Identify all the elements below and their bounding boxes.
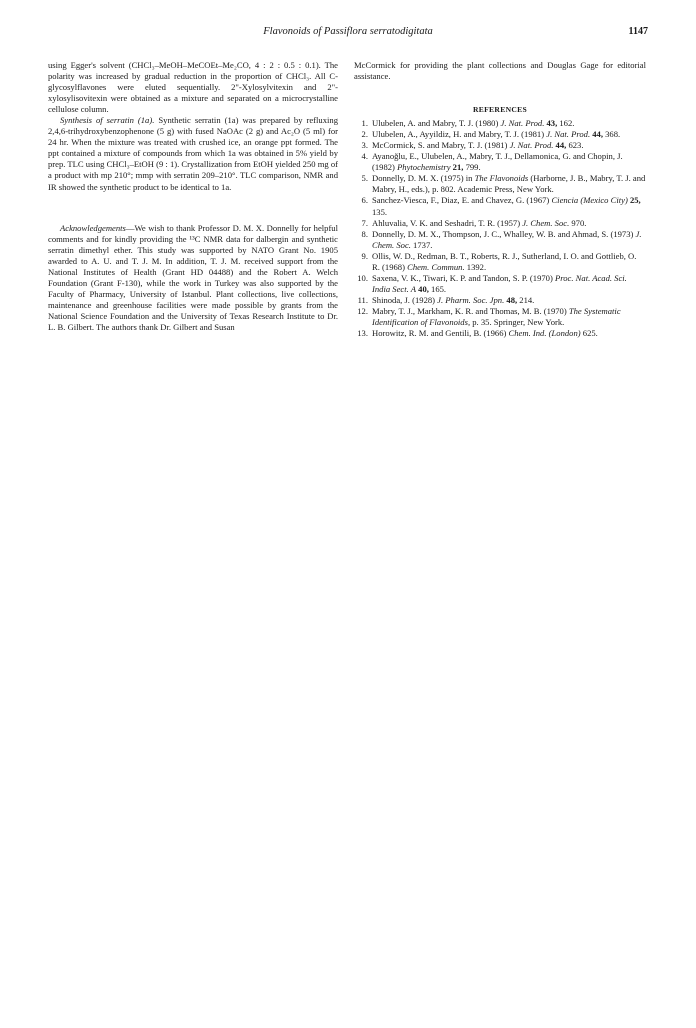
reference-authors: Mabry, T. J., Markham, K. R. and Thomas, M. B. (1970) xyxy=(372,305,569,316)
reference-pages: 135. xyxy=(372,206,388,217)
reference-authors: Ahluvalia, V. K. and Seshadri, T. R. (1957) xyxy=(372,217,523,228)
reference-authors: Sanchez-Viesca, F., Diaz, E. and Chavez, G. (1967) xyxy=(372,195,552,206)
page-number: 1147 xyxy=(628,26,648,37)
running-title: Flavonoids of Passiflora serratodigitata xyxy=(263,26,433,37)
reference-pages: p. 35. Springer, New York. xyxy=(470,316,565,327)
reference-number: 10. xyxy=(357,272,368,283)
reference-authors: Ayanoğlu, E., Ulubelen, A., Mabry, T. J., Dellamonica, G. and Chopin, J. (1982) xyxy=(372,151,623,173)
reference-volume: 40, xyxy=(416,283,429,294)
reference-item xyxy=(354,173,646,195)
reference-number: 13. xyxy=(357,328,368,339)
page-header xyxy=(48,26,648,42)
eluting-paragraph: using Egger's solvent (CHCl₃–MeOH–MeCOEt–Me₂CO, 4 : 2 : 0.5 : 0.1). The polarity was increased by gradual reduction in the proportion of CHCl₃. All C-glycosylflavones were eluted sequentially. 2"-Xylosylvitexin and 2"-xylosylisovitexin were obtained as a mixture and separated on a microcrystalline cellulose column. xyxy=(48,60,338,115)
acknowledgements-body: —We wish to thank Professor D. M. X. Donnelly for helpful comments and for kindly providing the ¹³C NMR data for dalbergin and synthetic serratin dimethyl ether. This study was supported by NATO Grant No. 1905 awarded to A. U. and T. J. M. In addition, T. J. M. received support from the National Institutes of Health (Grant HD 04488) and the Robert A. Welch Foundation (Grant F-130), while the work in Turkey was also supported by the Faculty of Pharmacy, University of Istanbul. Plant collections, live collections, maintenance and greenhouse facilities were made possible by grants from the National Science Foundation and the University of Texas Research Institute to Dr. L. B. Gilbert. The authors thank Dr. Gilbert and Susan xyxy=(48,222,338,332)
reference-number: 4. xyxy=(361,151,368,162)
reference-journal: J. Nat. Prod. xyxy=(500,118,545,129)
reference-volume: 21, xyxy=(450,162,464,173)
reference-pages: 625. xyxy=(580,328,598,339)
reference-pages: (Harborne, J. B., Mabry, T. J. and Mabry, H., eds.), p. 802. Academic Press, New York. xyxy=(372,173,646,195)
reference-authors: Ollis, W. D., Redman, B. T., Roberts, R. J., Sutherland, I. O. and Gottlieb, O. R. (1968) xyxy=(372,250,637,272)
reference-journal: J. Nat. Prod. xyxy=(509,140,554,151)
reference-pages: 368. xyxy=(602,129,621,140)
reference-authors: Donnelly, D. M. X., Thompson, J. C., Whalley, W. B. and Ahmad, S. (1973) xyxy=(372,228,636,239)
acknowledgements-paragraph xyxy=(48,223,338,333)
reference-journal: J. Pharm. Soc. Jpn. xyxy=(437,294,505,305)
right-column xyxy=(354,60,646,339)
synthesis-body: Synthetic serratin (1a) was prepared by refluxing 2,4,6-trihydroxybenzophenone (5 g) with fused NaOAc (2 g) and Ac₂O (5 ml) for 24 hr. When the mixture was treated with crushed ice, an orange ppt formed. The ppt contained a mixture of compounds from which 1a was obtained in 5% yield by prep. TLC using CHCl₃–EtOH (9 : 1). Crystallization from EtOH yielded 250 mg of a product with mp 210°; mmp with serratin 209–210°. TLC comparison, NMR and IR showed the synthetic product to be identical to 1a. xyxy=(48,115,339,192)
reference-authors: Ulubelen, A. and Mabry, T. J. (1980) xyxy=(372,118,501,129)
reference-journal: J. Chem. Soc. xyxy=(522,217,570,228)
left-column xyxy=(48,60,338,333)
reference-number: 2. xyxy=(361,129,368,140)
reference-volume: 48, xyxy=(504,294,518,305)
acknowledgements-heading: Acknowledgements xyxy=(60,222,126,233)
reference-item xyxy=(354,218,646,229)
reference-item xyxy=(354,328,646,339)
reference-item xyxy=(354,229,646,251)
reference-number: 5. xyxy=(361,173,368,184)
reference-journal: Proc. Nat. Acad. Sci. India Sect. A xyxy=(372,272,627,294)
reference-pages: 799. xyxy=(463,162,481,173)
reference-journal: Chem. Commun. xyxy=(407,261,465,272)
reference-journal: Ciencia (Mexico City) xyxy=(551,195,628,206)
reference-authors: Ulubelen, A., Ayyildiz, H. and Mabry, T. J. (1981) xyxy=(372,129,547,140)
reference-authors: Saxena, V. K., Tiwari, K. P. and Tandon, S. P. (1970) xyxy=(372,272,555,283)
reference-item xyxy=(354,251,646,273)
reference-volume: 25, xyxy=(627,195,641,206)
reference-journal: The Flavonoids xyxy=(474,173,529,184)
reference-number: 11. xyxy=(357,294,368,305)
reference-number: 1. xyxy=(361,118,368,129)
acknowledgements-continued: McCormick for providing the plant collections and Douglas Gage for editorial assistance. xyxy=(354,60,646,82)
reference-number: 8. xyxy=(361,228,368,239)
reference-pages: 165. xyxy=(428,283,447,294)
reference-pages: 1737. xyxy=(410,239,433,250)
reference-item xyxy=(354,295,646,306)
reference-pages: 970. xyxy=(569,217,587,228)
reference-pages: 162. xyxy=(557,118,575,129)
reference-item xyxy=(354,273,646,295)
reference-volume: 43, xyxy=(544,118,558,129)
reference-item xyxy=(354,118,646,129)
reference-item xyxy=(354,140,646,151)
reference-number: 9. xyxy=(361,250,368,261)
reference-journal: The Systematic Identification of Flavonoids, xyxy=(372,305,621,327)
reference-number: 12. xyxy=(357,305,368,316)
references-list xyxy=(354,118,646,339)
reference-item xyxy=(354,306,646,328)
reference-authors: McCormick, S. and Mabry, T. J. (1981) xyxy=(372,140,510,151)
synthesis-heading: Synthesis of serratin (1a). xyxy=(60,115,155,126)
reference-journal: J. Nat. Prod. xyxy=(546,129,591,140)
reference-pages: 623. xyxy=(566,140,584,151)
reference-number: 7. xyxy=(361,217,368,228)
references-title: REFERENCES xyxy=(472,105,528,115)
reference-item xyxy=(354,195,646,217)
reference-item xyxy=(354,129,646,140)
reference-pages: 214. xyxy=(517,294,535,305)
reference-item xyxy=(354,151,646,173)
reference-volume: 44, xyxy=(590,129,603,140)
reference-journal: Phytochemistry xyxy=(397,162,451,173)
reference-pages: 1392. xyxy=(464,261,487,272)
reference-authors: Donnelly, D. M. X. (1975) in xyxy=(372,173,475,184)
reference-journal: J. Chem. Soc. xyxy=(372,228,642,250)
synthesis-paragraph xyxy=(48,115,338,192)
reference-authors: Horowitz, R. M. and Gentili, B. (1966) xyxy=(372,328,509,339)
reference-authors: Shinoda, J. (1928) xyxy=(372,294,438,305)
reference-volume: 44, xyxy=(553,140,567,151)
reference-number: 6. xyxy=(361,195,368,206)
reference-number: 3. xyxy=(361,140,368,151)
reference-journal: Chem. Ind. (London) xyxy=(508,328,581,339)
